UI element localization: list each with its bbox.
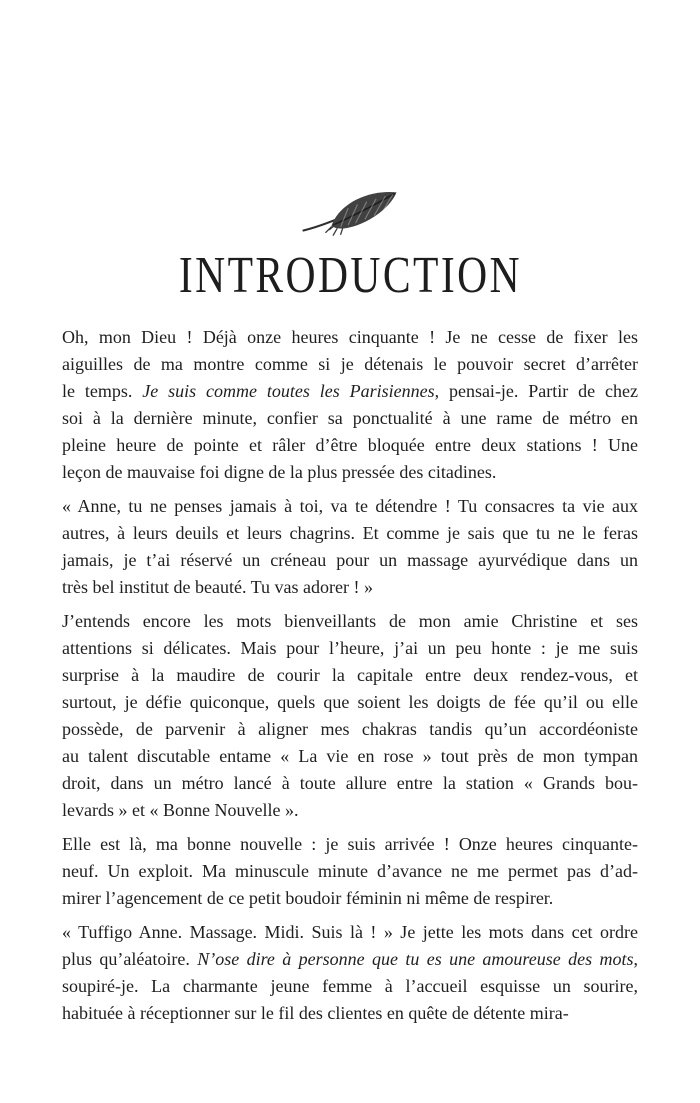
text-line: leçon de mauvaise foi digne de la plus pressée des citadines. xyxy=(62,462,497,482)
text-line: mirer l’agencement de ce petit boudoir féminin ni même de respirer. xyxy=(62,888,554,908)
text-line: neuf. Un exploit. Ma minuscule minute d’avance ne me permet pas d’ad- xyxy=(62,861,638,881)
paragraph xyxy=(62,608,638,824)
text-line: très bel institut de beauté. Tu vas adorer ! » xyxy=(62,577,373,597)
text-line: au talent discutable entame « La vie en rose » tout près de mon tympan xyxy=(62,746,638,766)
chapter-title-row xyxy=(0,247,700,304)
body-text xyxy=(62,324,638,1034)
text-line: soi à la dernière minute, confier sa ponctualité à une rame de métro en xyxy=(62,408,638,428)
text-line: pleine heure de pointe et râler d’être bloquée entre deux stations ! Une xyxy=(62,435,638,455)
text-line: le temps. Je suis comme toutes les Parisiennes, pensai-je. Partir de chez xyxy=(62,381,638,401)
text-line: possède, de parvenir à aligner mes chakras tandis qu’un accordéoniste xyxy=(62,719,638,739)
paragraph xyxy=(62,324,638,486)
text-line: J’entends encore les mots bienveillants de mon amie Christine et ses xyxy=(62,611,638,631)
text-line: Elle est là, ma bonne nouvelle : je suis arrivée ! Onze heures cinquante- xyxy=(62,834,638,854)
text-line: Oh, mon Dieu ! Déjà onze heures cinquante ! Je ne cesse de fixer les xyxy=(62,327,638,347)
text-line: aiguilles de ma montre comme si je détenais le pouvoir secret d’arrêter xyxy=(62,354,638,374)
paragraph xyxy=(62,919,638,1027)
paragraph xyxy=(62,493,638,601)
text-line: levards » et « Bonne Nouvelle ». xyxy=(62,800,299,820)
feather-icon xyxy=(294,184,406,243)
chapter-ornament xyxy=(0,184,700,243)
text-line: surtout, je défie quiconque, quels que soient les doigts de fée qu’il ou elle xyxy=(62,692,638,712)
text-line: jamais, je t’ai réservé un créneau pour un massage ayurvédique dans un xyxy=(62,550,638,570)
paragraph xyxy=(62,831,638,912)
text-line: plus qu’aléatoire. N’ose dire à personne que tu es une amoureuse des mots, xyxy=(62,949,638,969)
text-line: habituée à réceptionner sur le fil des clientes en quête de détente mira- xyxy=(62,1003,569,1023)
text-line: autres, à leurs deuils et leurs chagrins. Et comme je sais que tu ne le feras xyxy=(62,523,638,543)
text-line: droit, dans un métro lancé à toute allure entre la station « Grands bou- xyxy=(62,773,638,793)
text-line: surprise à la maudire de courir la capitale entre deux rendez-vous, et xyxy=(62,665,638,685)
text-line: attentions si délicates. Mais pour l’heure, j’ai un peu honte : je me suis xyxy=(62,638,638,658)
text-line: soupiré-je. La charmante jeune femme à l’accueil esquisse un sourire, xyxy=(62,976,638,996)
page-title: INTRODUCTION xyxy=(178,247,522,304)
text-line: « Anne, tu ne penses jamais à toi, va te détendre ! Tu consacres ta vie aux xyxy=(62,496,638,516)
text-line: « Tuffigo Anne. Massage. Midi. Suis là ! » Je jette les mots dans cet ordre xyxy=(62,922,638,942)
